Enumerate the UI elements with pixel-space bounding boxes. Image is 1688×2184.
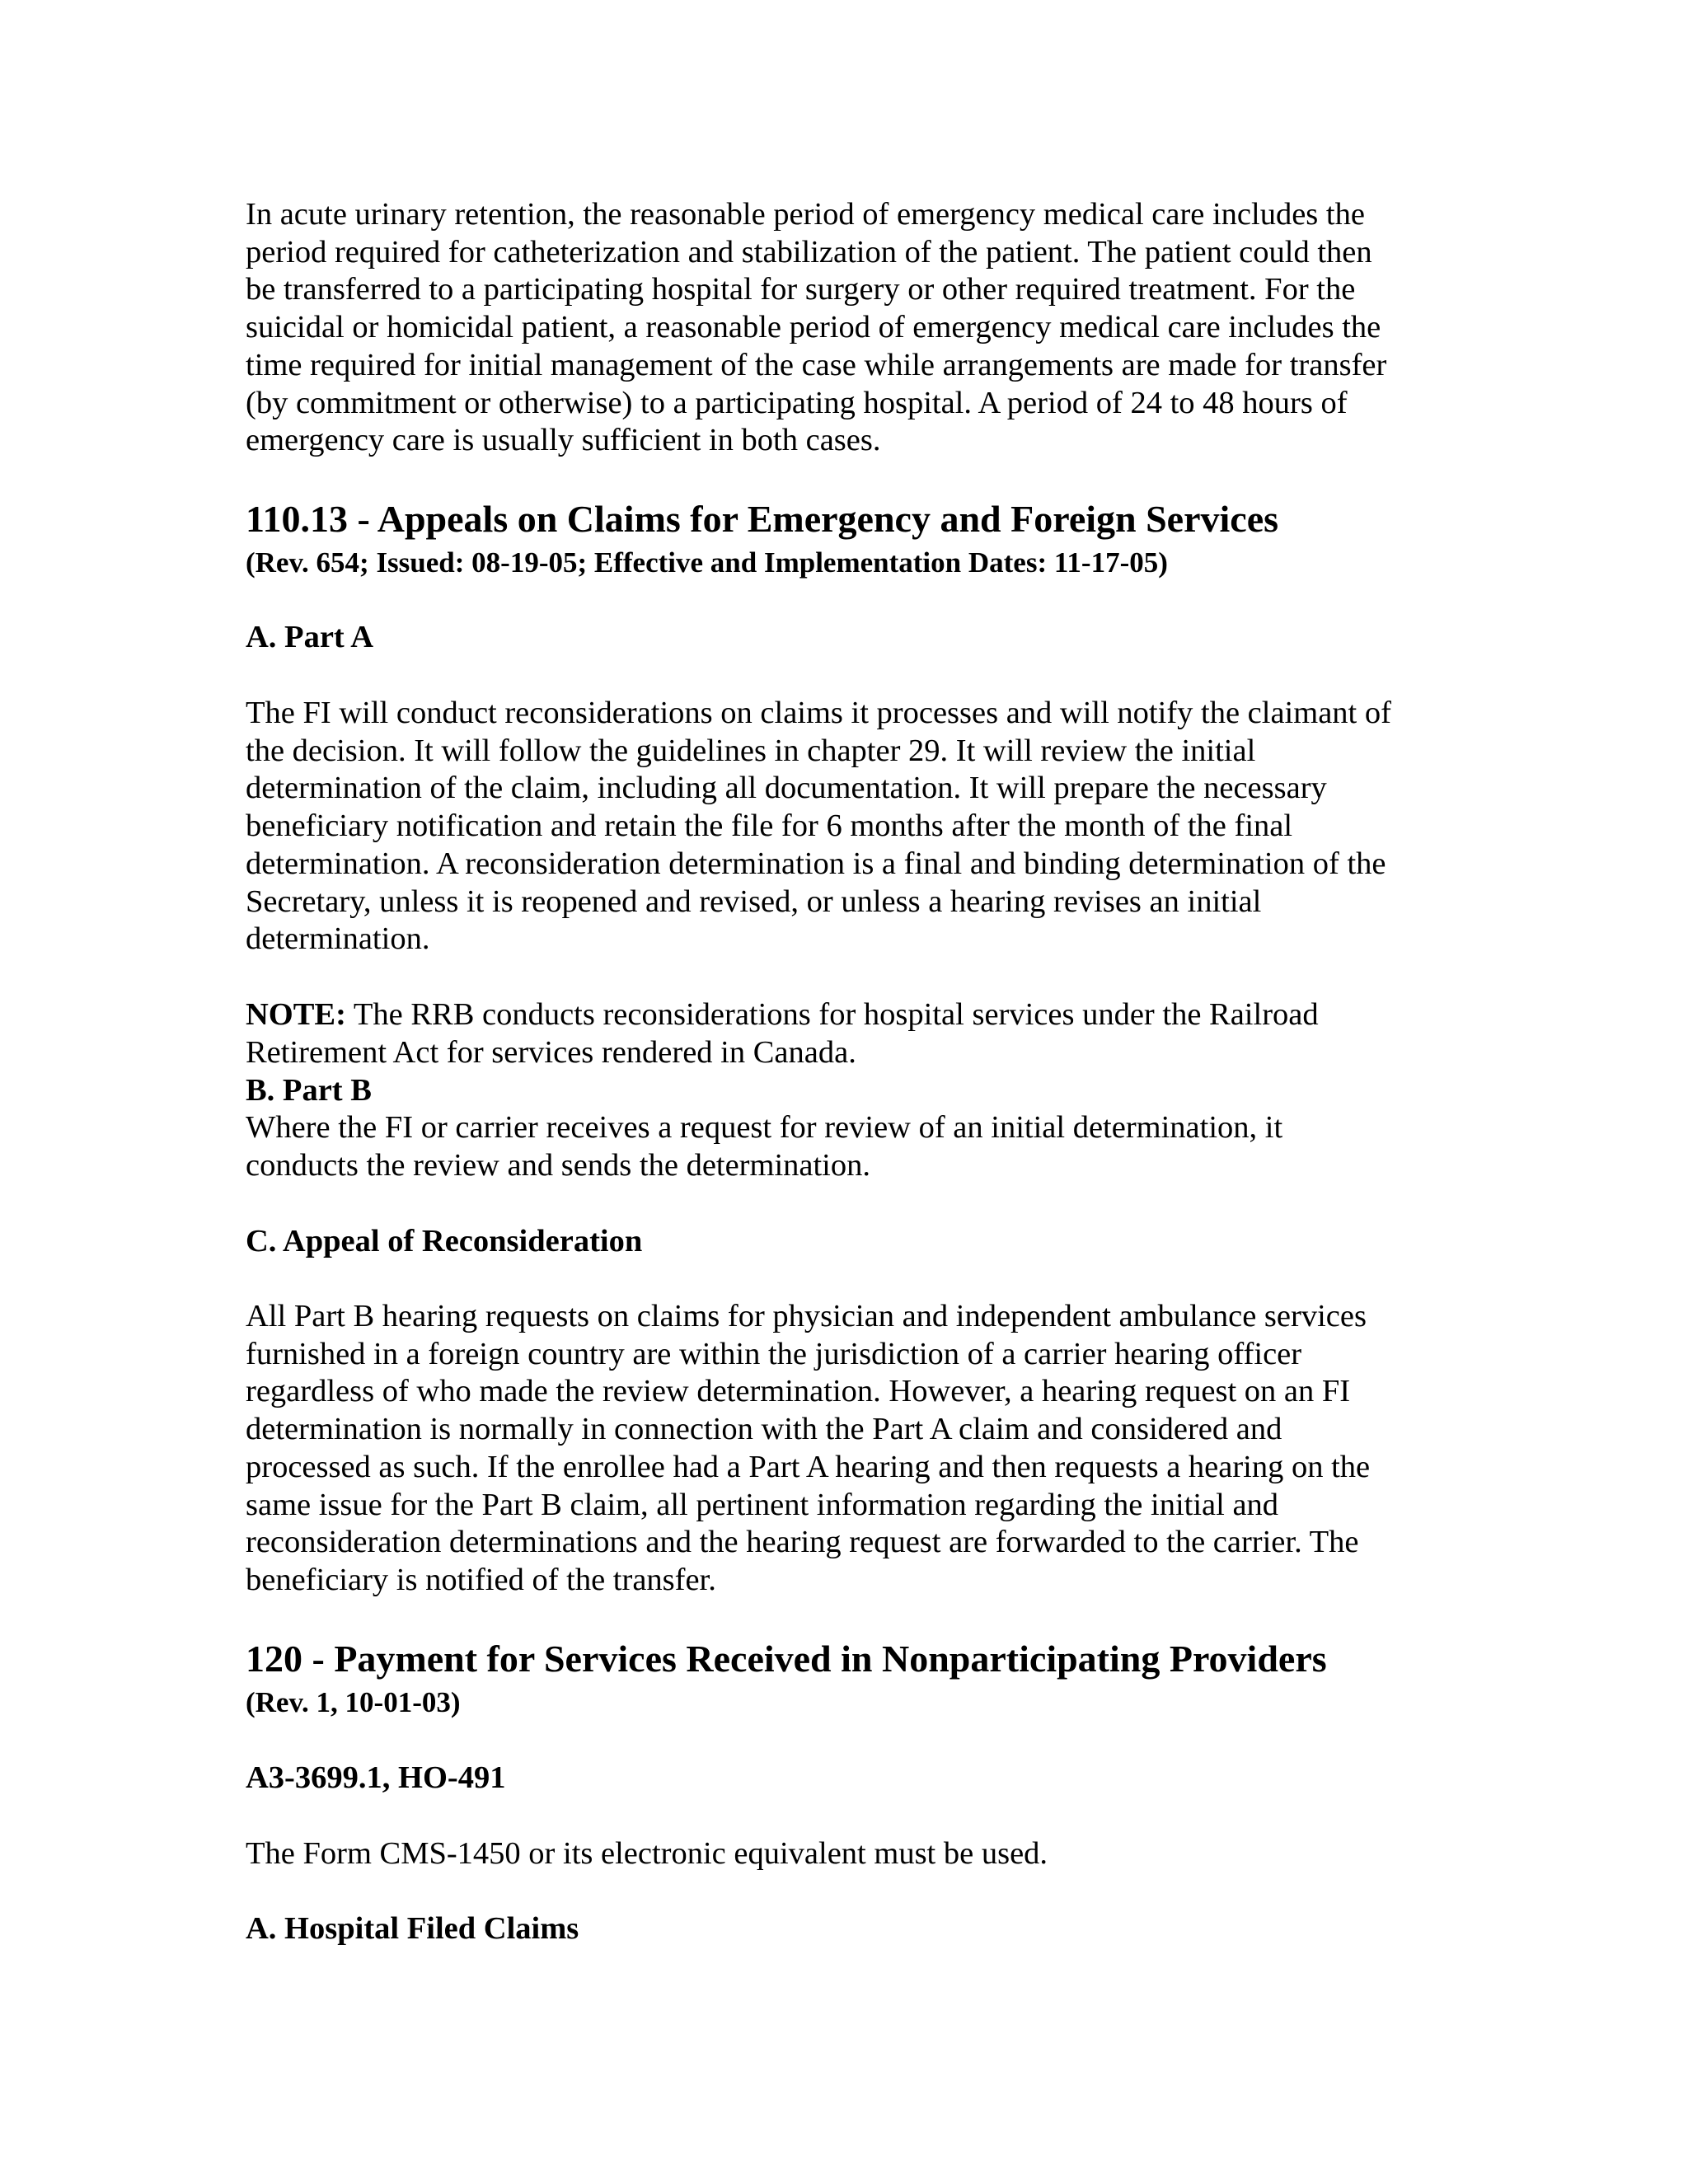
part-c-paragraph [246,1298,1457,1600]
text-line: time required for initial management of the case while arrangements are made for transfer [246,347,1387,382]
text-line: determination of the claim, including all documentation. It will prepare the necessary [246,771,1327,806]
text-line: All Part B hearing requests on claims for physician and independent ambulance services [246,1299,1367,1333]
intro-paragraph [246,196,1457,460]
subsection-heading-part-b: B. Part B [246,1073,372,1108]
text-line: processed as such. If the enrollee had a Part A hearing and then requests a hearing on the [246,1449,1371,1484]
text-line: Secretary, unless it is reopened and revised, or unless a hearing revises an initial [246,883,1262,919]
text-line: furnished in a foreign country are within the jurisdiction of a carrier hearing officer [246,1336,1302,1371]
text-line: beneficiary is notified of the transfer. [246,1562,716,1597]
text-line: determination is normally in connection with the Part A claim and considered and [246,1412,1282,1447]
note-paragraph [246,996,1457,1071]
section-heading-110-13: 110.13 - Appeals on Claims for Emergency and Foreign Services [246,498,1279,540]
text-line: In acute urinary retention, the reasonable period of emergency medical care includes the [246,197,1365,232]
section-revision-110-13: (Rev. 654; Issued: 08-19-05; Effective and Implementation Dates: 11-17-05) [246,546,1168,579]
text-line: Where the FI or carrier receives a request for review of an initial determination, it [246,1110,1283,1145]
text-line: The Form CMS-1450 or its electronic equivalent must be used. [246,1836,1048,1871]
text-line: determination. A reconsideration determination is a final and binding determination of the [246,846,1386,881]
text-line: reconsideration determinations and the hearing request are forwarded to the carrier. The [246,1525,1359,1560]
text-line: regardless of who made the review determination. However, a hearing request on an FI [246,1374,1351,1409]
section-heading-120: 120 - Payment for Services Received in Nonparticipating Providers [246,1638,1327,1680]
text-line: beneficiary notification and retain the file for 6 months after the month of the final [246,808,1293,844]
subsection-heading-part-c: C. Appeal of Reconsideration [246,1224,643,1258]
text-line: conducts the review and sends the determination. [246,1147,871,1183]
text-line: The FI will conduct reconsiderations on claims it processes and will notify the claimant of [246,696,1391,730]
note-label: NOTE: [246,997,346,1032]
section-revision-120: (Rev. 1, 10-01-03) [246,1686,461,1718]
text-line [246,996,1457,1034]
part-b-paragraph [246,1109,1457,1184]
text-line: be transferred to a participating hospital for surgery or other required treatment. For the [246,272,1356,307]
form-paragraph [246,1835,1457,1873]
text-line: determination. [246,921,430,957]
text-line: (by commitment or otherwise) to a participating hospital. A period of 24 to 48 hours of [246,385,1348,420]
text-line: the decision. It will follow the guidelines in chapter 29. It will review the initial [246,733,1256,768]
subsection-heading-hospital-filed-claims: A. Hospital Filed Claims [246,1911,579,1946]
text-line: same issue for the Part B claim, all pertinent information regarding the initial and [246,1487,1279,1522]
text-line: Retirement Act for services rendered in Canada. [246,1034,856,1070]
text-line: period required for catheterization and stabilization of the patient. The patient could then [246,234,1372,269]
text-line: emergency care is usually sufficient in both cases. [246,423,881,458]
part-a-paragraph [246,695,1457,958]
note-text: The RRB conducts reconsiderations for hospital services under the Railroad [345,997,1319,1032]
subsection-heading-part-a: A. Part A [246,620,374,654]
section-reference-120: A3-3699.1, HO-491 [246,1760,506,1795]
text-line: suicidal or homicidal patient, a reasonable period of emergency medical care includes the [246,310,1381,345]
